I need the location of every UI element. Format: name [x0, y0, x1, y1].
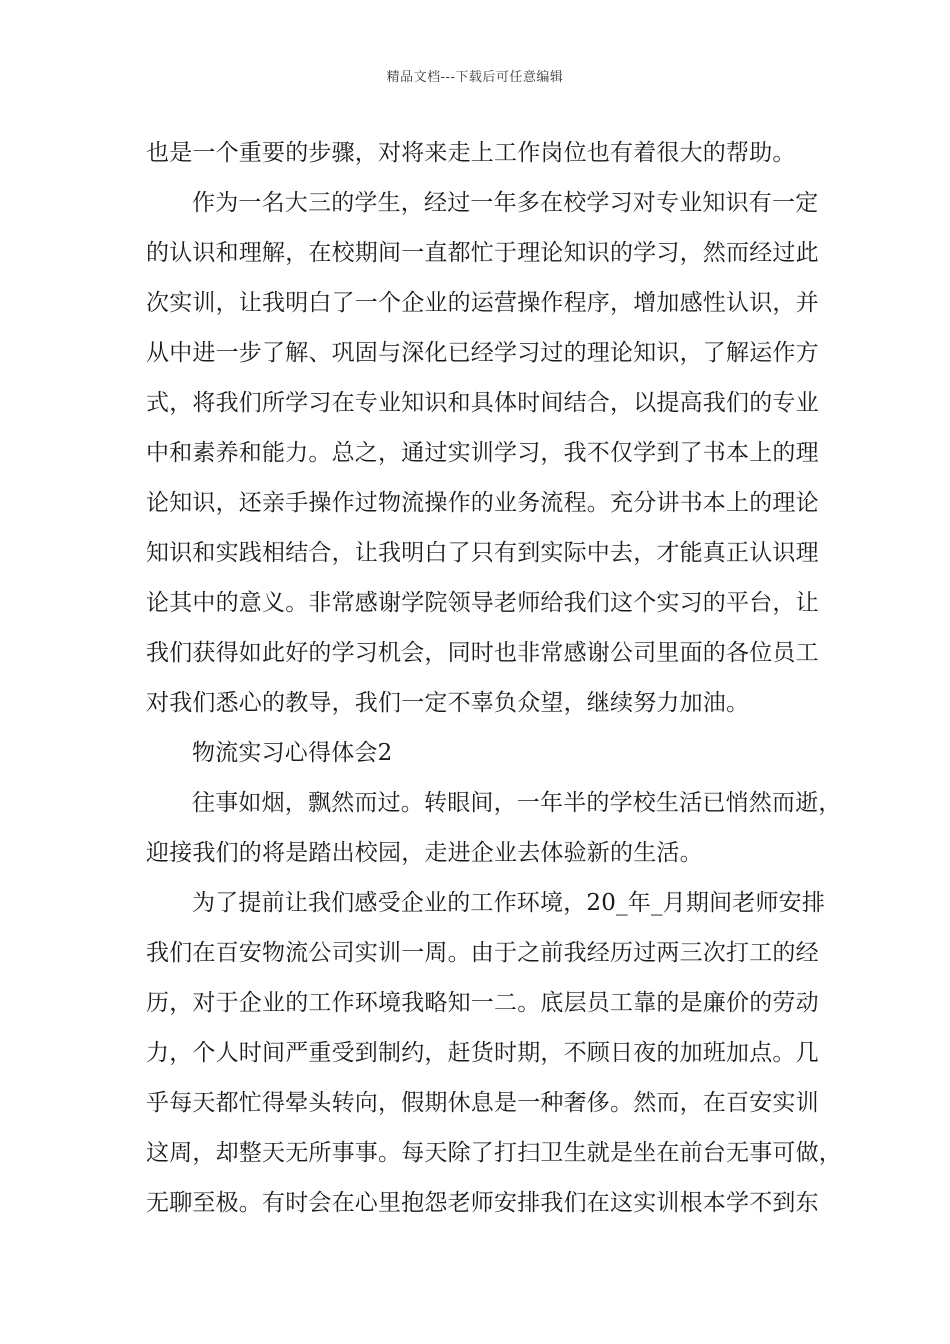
text-line: 力，个人时间严重受到制约，赶货时期，不顾日夜的加班加点。几 [146, 1040, 819, 1066]
text-line: 作为一名大三的学生，经过一年多在校学习对专业知识有一定 [192, 190, 819, 216]
text-line: 无聊至极。有时会在心里抱怨老师安排我们在这实训根本学不到东 [146, 1190, 819, 1216]
text-line: 我们在百安物流公司实训一周。由于之前我经历过两三次打工的经 [146, 940, 819, 966]
text-line: 知识和实践相结合，让我明白了只有到实际中去，才能真正认识理 [146, 540, 819, 566]
text-line: 这周，却整天无所事事。每天除了打扫卫生就是坐在前台无事可做， [146, 1140, 842, 1166]
text-line: 论知识，还亲手操作过物流操作的业务流程。充分讲书本上的理论 [146, 490, 819, 516]
text-line: 乎每天都忙得晕头转向，假期休息是一种奢侈。然而，在百安实训 [146, 1090, 819, 1116]
text-line: 中和素养和能力。总之，通过实训学习，我不仅学到了书本上的理 [146, 440, 819, 466]
text-line: 也是一个重要的步骤，对将来走上工作岗位也有着很大的帮助。 [146, 140, 796, 166]
page-header: 精品文档---下载后可任意编辑 [386, 70, 564, 85]
text-line: 我们获得如此好的学习机会，同时也非常感谢公司里面的各位员工 [146, 640, 819, 666]
document-body [146, 128, 842, 1228]
text-line: 次实训，让我明白了一个企业的运营操作程序，增加感性认识，并 [146, 290, 819, 316]
text-line: 迎接我们的将是踏出校园，走进企业去体验新的生活。 [146, 840, 703, 866]
text-line: 往事如烟，飘然而过。转眼间，一年半的学校生活已悄然而逝， [192, 790, 842, 816]
text-line: 论其中的意义。非常感谢学院领导老师给我们这个实习的平台，让 [146, 590, 819, 616]
text-line: 从中进一步了解、巩固与深化已经学习过的理论知识，了解运作方 [146, 340, 819, 366]
text-line: 为了提前让我们感受企业的工作环境，20_年_月期间老师安排 [192, 890, 826, 916]
text-line: 物流实习心得体会2 [192, 740, 393, 766]
text-line: 式，将我们所学习在专业知识和具体时间结合，以提高我们的专业 [146, 390, 819, 416]
text-line: 的认识和理解，在校期间一直都忙于理论知识的学习，然而经过此 [146, 240, 819, 266]
text-line: 对我们悉心的教导，我们一定不辜负众望，继续努力加油。 [146, 690, 750, 716]
text-line: 历，对于企业的工作环境我略知一二。底层员工靠的是廉价的劳动 [146, 990, 819, 1016]
